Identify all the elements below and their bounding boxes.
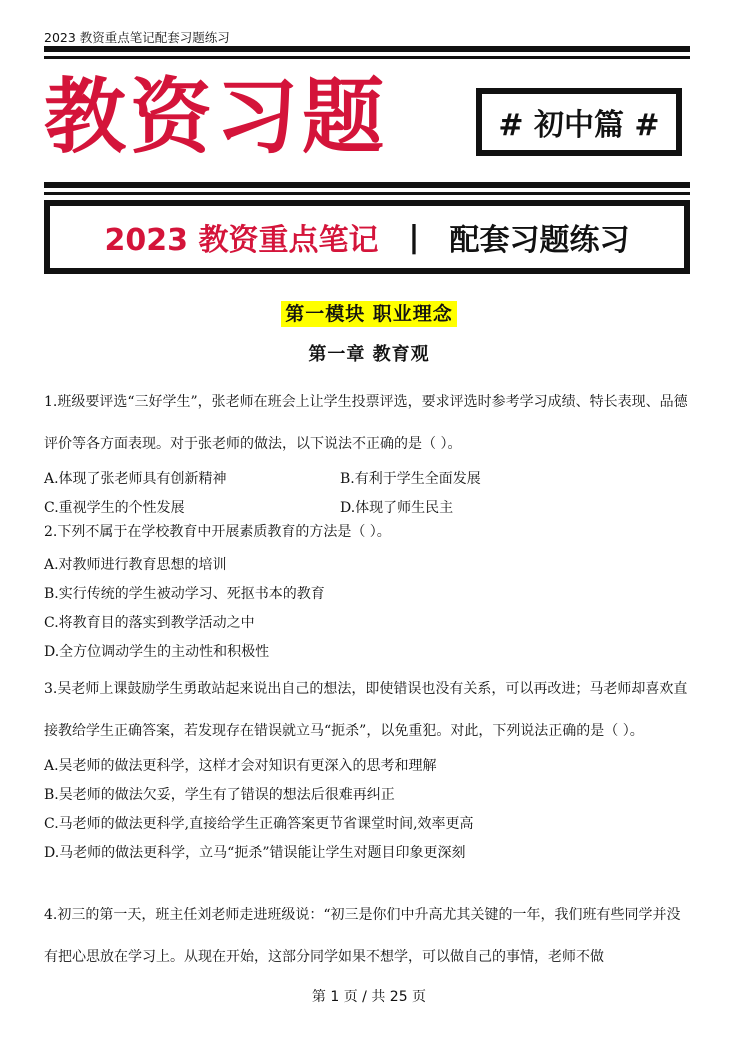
- question-stem: 4.初三的第一天，班主任刘老师走进班级说：“初三是你们中升高尤其关键的一年，我们班有些同学并没有把心思放在学习上。从现在开始，这部分同学如果不想学，可以做自己的事情，老师不做: [44, 907, 681, 965]
- banner-right-text: 配套习题练习: [449, 223, 630, 258]
- banner-left-text: 2023 教资重点笔记: [104, 223, 379, 258]
- question-3: [44, 668, 692, 868]
- question-stem: 2.下列不属于在学校教育中开展素质教育的方法是（ ）。: [44, 524, 391, 540]
- option-b: B.吴老师的做法欠妥，学生有了错误的想法后很难再纠正: [44, 787, 395, 803]
- subtitle-banner: [44, 200, 690, 274]
- option-b: B.有利于学生全面发展: [340, 471, 481, 487]
- running-header: 2023 教资重点笔记配套习题练习: [44, 30, 230, 45]
- question-stem: 1.班级要评选“三好学生”，张老师在班会上让学生投票评选，要求评选时参考学习成绩、特长表现、品德评价等各方面表现。对于张老师的做法，以下说法不正确的是（ ）。: [44, 394, 688, 452]
- option-c: C.马老师的做法更科学,直接给学生正确答案更节省课堂时间,效率更高: [44, 816, 474, 832]
- option-a: A.吴老师的做法更科学，这样才会对知识有更深入的思考和理解: [44, 758, 437, 774]
- option-a: A.体现了张老师具有创新精神: [44, 471, 227, 487]
- question-stem: 3.吴老师上课鼓励学生勇敢站起来说出自己的想法，即使错误也没有关系，可以再改进；马老师却喜欢直接教给学生正确答案，若发现存在错误就立马“扼杀”，以免重犯。对此，下列说法正确的是（ ）。: [44, 681, 688, 739]
- module-title: [0, 299, 738, 326]
- top-rule-thick: [44, 46, 690, 52]
- question-2: [44, 518, 692, 667]
- option-d: D.体现了师生民主: [340, 500, 454, 516]
- option-d: D.全方位调动学生的主动性和积极性: [44, 644, 270, 660]
- option-b: B.实行传统的学生被动学习、死抠书本的教育: [44, 586, 325, 602]
- module-title-text: 第一模块 职业理念: [281, 301, 457, 327]
- brand-title: 教资习题: [44, 70, 389, 165]
- option-d: D.马老师的做法更科学，立马“扼杀”错误能让学生对题目印象更深刻: [44, 845, 466, 861]
- mid-rule-thin: [44, 192, 690, 195]
- question-1: [44, 381, 692, 523]
- banner-separator: |: [408, 219, 420, 255]
- chapter-title: 第一章 教育观: [308, 344, 430, 365]
- option-c: C.重视学生的个性发展: [44, 500, 185, 516]
- option-row: [44, 465, 692, 494]
- option-c: C.将教育目的落实到教学活动之中: [44, 615, 255, 631]
- option-a: A.对教师进行教育思想的培训: [44, 557, 227, 573]
- grade-tag: # 初中篇 #: [476, 88, 682, 156]
- question-4: [44, 894, 692, 978]
- mid-rule-thick: [44, 182, 690, 188]
- top-rule-thin: [44, 56, 690, 59]
- page-footer: 第 1 页 / 共 25 页: [311, 989, 427, 1005]
